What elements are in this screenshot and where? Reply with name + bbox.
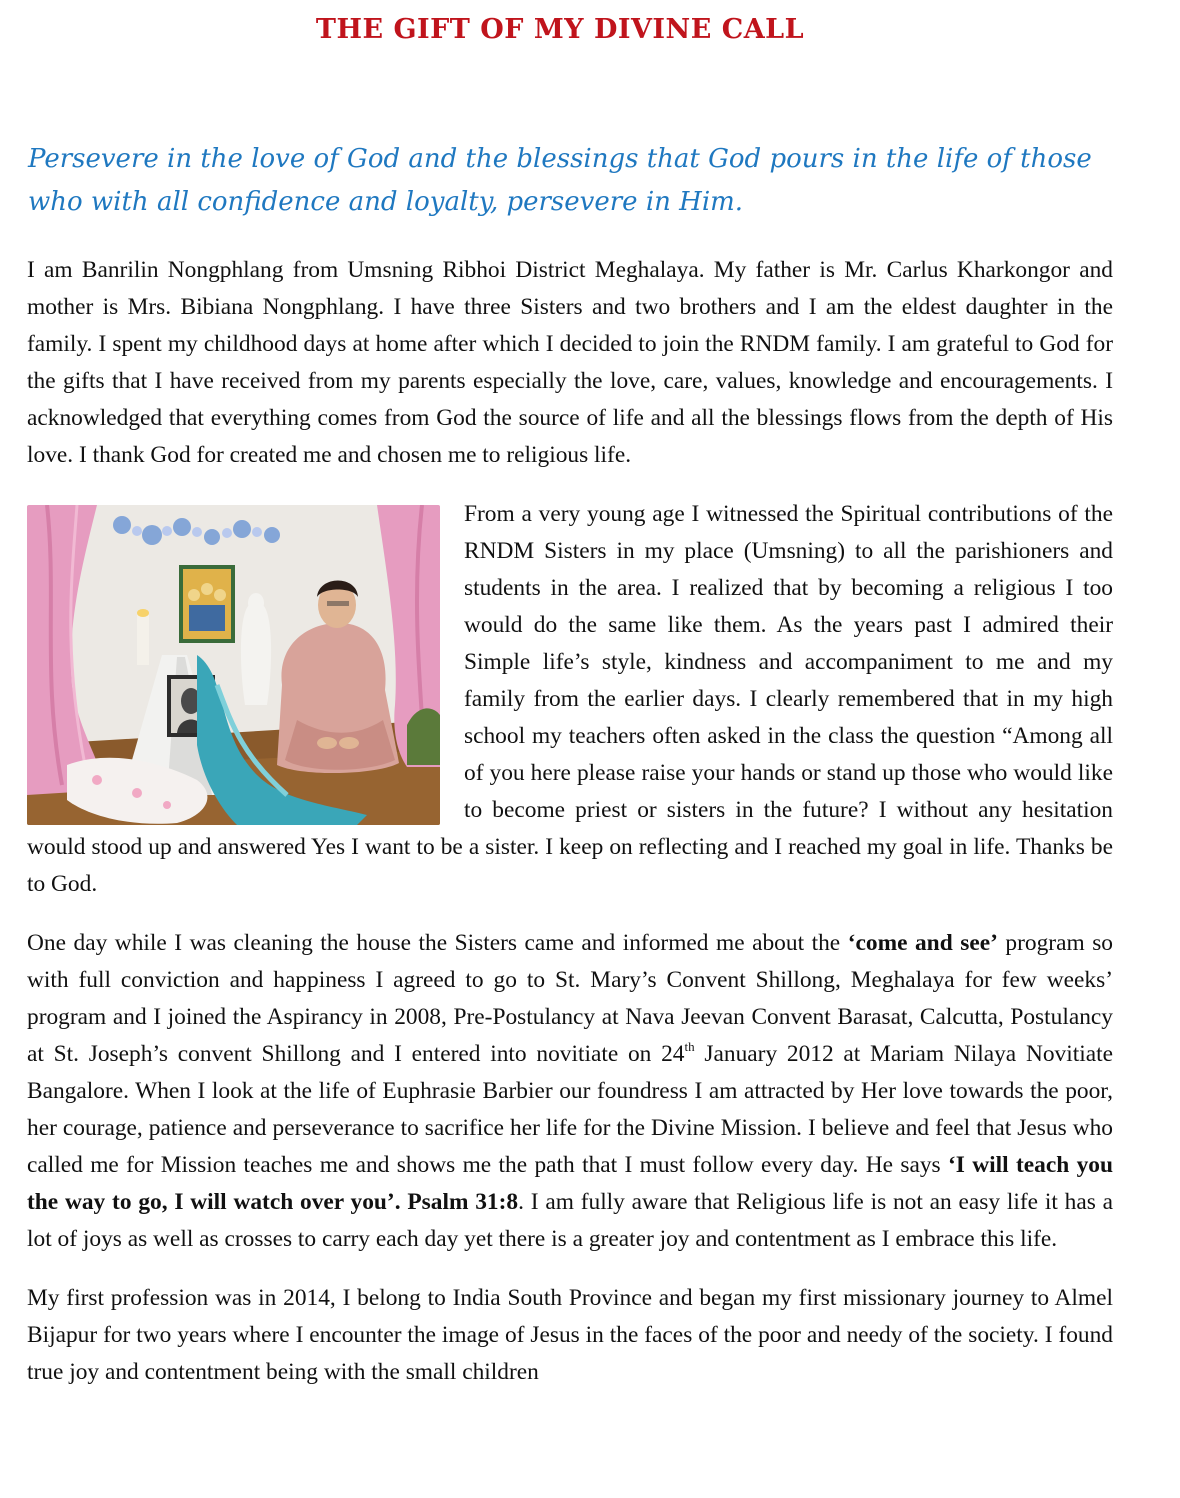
paragraph-1 [27,252,1113,474]
come-and-see-phrase: ‘come and see’ [847,930,998,956]
paragraph-4-text: My first profession was in 2014, I belong to India South Province and began my first missionary journey to Almel Bijapur for two years where I encounter the image of Jesus in the faces of the poor and needy of the society. I found true joy and contentment being with the small children [27,1285,1113,1385]
paragraph-3-text-1: One day while I was cleaning the house the Sisters came and informed me about the [27,930,848,956]
ordinal-suffix: th [684,1039,695,1054]
article-body [27,252,1113,1413]
paragraph-3 [27,925,1113,1258]
paragraph-2-text: From a very young age I witnessed the Spiritual contributions of the RNDM Sisters in my place (Umsning) to all the parishioners and students in the area. I realized that by becoming a religious I too would do the same like them. As the years past I admired their Simple life’s style, kindness and accompaniment to me and my family from the earlier days. I clearly remembered that in my high school my teachers often asked in the class the question “Among all of you here please raise your hands or stand up those who would like to become priest or sisters in the future? I without any hesitation would stood up and answered Yes I want to be a sister. I keep on reflecting and I reached my goal in life. Thanks be to God. [27,501,1113,897]
paragraph-4 [27,1280,1113,1391]
paragraph-1-text: I am Banrilin Nongphlang from Umsning Ribhoi District Meghalaya. My father is Mr. Carlus Kharkongor and mother is Mrs. Bibiana Nongphlang. I have three Sisters and two brothers and I am the eldest daughter in the family. I spent my childhood days at home after which I decided to join the RNDM family. I am grateful to God for the gifts that I have received from my parents especially the love, care, values, knowledge and encouragements. I acknowledged that everything comes from God the source of life and all the blessings flows from the depth of His love. I thank God for created me and chosen me to religious life. [27,257,1113,468]
psalm-quote: ‘I will teach you the way to go, I will watch over you’. Psalm 31:8 [27,1152,1113,1215]
paragraph-3-text-2: program so with full conviction and happiness I agreed to go to St. Mary’s Convent Shillong, Meghalaya for few weeks’ program and I joined the Aspirancy in 2008, Pre-Postulancy at Nava Jeevan Convent Barasat, Calcutta, Postulancy at St. Joseph’s convent Shillong and I entered into novitiate on 24 [27,930,1113,1067]
opening-quote: Persevere in the love of God and the blessings that God pours in the life of those who with all confidence and loyalty, persevere in Him. [28,144,1092,217]
paragraph-3-text-4: . I am fully aware that Religious life is not an easy life it has a lot of joys as well as crosses to carry each day yet there is a greater joy and contentment as I embrace this life. [27,1189,1114,1252]
photo-of-sister-seated-before-altar [27,505,440,825]
paragraph-3-text-3: January 2012 at Mariam Nilaya Novitiate Bangalore. When I look at the life of Euphrasie Barbier our foundress I am attracted by Her love towards the poor, her courage, patience and perseverance to sacrifice her life for the Divine Mission. I believe and feel that Jesus who called me for Mission teaches me and shows me the path that I must follow every day. He says [27,1041,1113,1178]
page-title: THE GIFT OF MY DIVINE CALL [315,14,805,45]
